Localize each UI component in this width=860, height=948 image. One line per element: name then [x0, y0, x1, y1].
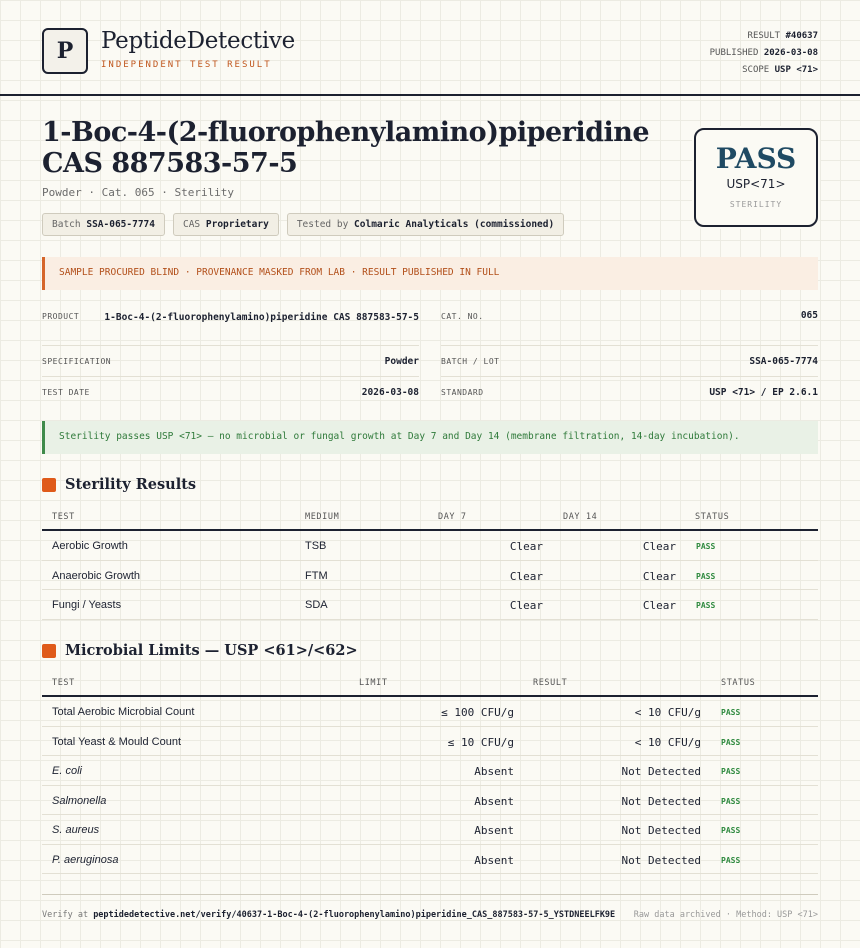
day7-result: Clear — [509, 540, 543, 553]
limit-value: Absent — [474, 794, 514, 808]
batch-chip-label: Batch — [52, 219, 81, 230]
result-value: Not Detected — [621, 765, 701, 778]
day7-result: Clear — [509, 599, 543, 612]
section-title: Microbial Limits — USP <61>/<62> — [65, 642, 358, 659]
info-date-row — [42, 377, 419, 408]
test-name: Total Yeast & Mould Count — [52, 735, 182, 748]
published-date: 2026-03-08 — [763, 48, 818, 58]
test-name: P. aeruginosa — [52, 853, 119, 866]
table-row — [42, 697, 818, 727]
table-row — [42, 756, 818, 786]
blind-notice: SAMPLE PROCURED BLIND · PROVENANCE MASKED FROM LAB · RESULT PUBLISHED IN FULL — [42, 257, 818, 290]
status-badge: PASS — [721, 708, 741, 717]
brand-name[interactable]: PeptideDetective — [101, 28, 295, 54]
status-badge: PASS — [696, 601, 716, 610]
column-header: DAY 14 — [563, 512, 598, 522]
day7-result: Clear — [509, 569, 543, 583]
table-row — [42, 531, 818, 561]
table-row — [42, 815, 818, 845]
verdict-badge — [694, 128, 818, 227]
info-label: STANDARD — [441, 388, 484, 397]
info-spec-row — [42, 346, 419, 377]
result-id: #40637 — [785, 31, 818, 41]
result-value: Not Detected — [621, 853, 701, 867]
verdict-standard: USP<71> — [726, 177, 786, 191]
column-header: TEST — [52, 512, 75, 522]
batch-chip-value: SSA-065-7774 — [86, 219, 155, 230]
cas-chip-label: CAS — [182, 219, 201, 230]
microbial-table — [42, 674, 818, 874]
test-name: Anaerobic Growth — [52, 569, 141, 582]
info-value: USP <71> / EP 2.6.1 — [709, 387, 818, 398]
verdict-word: PASS — [715, 142, 797, 175]
summary-banner: Sterility passes USP <71> — no microbial or fungal growth at Day 7 and Day 14 (membrane filtration, 14-day incubation). — [42, 421, 818, 454]
column-header: LIMIT — [359, 678, 388, 688]
cas-chip-value: Proprietary — [205, 219, 269, 230]
limit-value: Absent — [474, 765, 514, 778]
info-label: SPECIFICATION — [42, 357, 112, 366]
page-header — [0, 0, 860, 96]
section-title: Sterility Results — [65, 476, 197, 493]
batch-chip — [42, 213, 165, 236]
info-value: SSA-065-7774 — [749, 356, 818, 367]
product-chips — [42, 213, 564, 236]
status-badge: PASS — [721, 826, 741, 835]
status-badge: PASS — [721, 737, 741, 747]
info-label: TEST DATE — [42, 388, 90, 397]
product-subline: Powder · Cat. 065 · Sterility — [42, 186, 235, 199]
result-value: Not Detected — [621, 824, 701, 837]
section-marker-icon — [42, 478, 56, 492]
column-header: TEST — [52, 678, 75, 688]
sterility-section-header — [42, 476, 196, 493]
column-header: DAY 7 — [438, 512, 467, 522]
table-row — [42, 845, 818, 875]
table-row — [42, 786, 818, 816]
verify-link[interactable]: peptidedetective.net/verify/40637-1-Boc-4-(2-fluorophenylamino)piperidine_CAS_887583-57-5_YSTDNEELFK9E — [93, 910, 616, 920]
table-header — [42, 508, 818, 531]
medium: SDA — [305, 599, 328, 611]
table-header — [42, 674, 818, 697]
limit-value: Absent — [474, 824, 514, 837]
day14-result: Clear — [642, 569, 676, 583]
footer-divider — [42, 894, 818, 895]
scope-label: SCOPE — [742, 65, 770, 75]
brand-subtitle: INDEPENDENT TEST RESULT — [101, 60, 272, 70]
table-row — [42, 561, 818, 591]
limit-value: ≤ 100 CFU/g — [441, 706, 514, 719]
logo-icon[interactable]: P — [42, 28, 88, 74]
test-name: S. aureus — [52, 824, 100, 836]
section-marker-icon — [42, 644, 56, 658]
medium: TSB — [305, 540, 327, 552]
status-badge: PASS — [696, 571, 716, 581]
cas-chip — [173, 213, 279, 236]
test-name: Aerobic Growth — [52, 540, 128, 552]
status-badge: PASS — [696, 542, 716, 551]
verify-label: Verify at — [42, 910, 89, 920]
status-badge: PASS — [721, 796, 741, 806]
info-value: 065 — [800, 310, 818, 321]
column-header: RESULT — [533, 678, 568, 688]
info-label: PRODUCT — [42, 312, 80, 321]
result-value: < 10 CFU/g — [634, 735, 701, 749]
sterility-table — [42, 508, 818, 620]
info-value: Powder — [384, 356, 419, 367]
limit-value: ≤ 10 CFU/g — [447, 735, 514, 749]
column-header: STATUS — [721, 678, 756, 688]
verdict-category: STERILITY — [729, 200, 783, 209]
page-title: 1-Boc-4-(2-fluorophenylamino)piperidine CAS 887583-57-5 — [42, 117, 650, 179]
tested-chip-value: Colmaric Analyticals (commissioned) — [354, 219, 555, 230]
scope-value: USP <71> — [774, 65, 818, 75]
info-value: 2026-03-08 — [361, 387, 419, 398]
test-name: E. coli — [52, 765, 82, 777]
info-label: CAT. NO. — [441, 312, 484, 321]
table-row — [42, 727, 818, 757]
info-catno-row — [441, 308, 818, 346]
tested-by-chip — [287, 213, 564, 236]
info-value: 1-Boc-4-(2-fluorophenylamino)piperidine CAS 887583-57-5 — [104, 312, 419, 323]
microbial-section-header — [42, 642, 358, 659]
column-header: MEDIUM — [305, 512, 340, 522]
published-label: PUBLISHED — [709, 48, 759, 58]
table-row — [42, 590, 818, 620]
result-label: RESULT — [747, 31, 781, 41]
test-name: Salmonella — [52, 794, 107, 807]
result-value: Not Detected — [621, 794, 701, 808]
status-badge: PASS — [721, 855, 741, 865]
limit-value: Absent — [474, 853, 514, 867]
test-name: Total Aerobic Microbial Count — [52, 706, 195, 718]
test-name: Fungi / Yeasts — [52, 599, 122, 611]
info-standard-row — [441, 377, 818, 408]
status-badge: PASS — [721, 767, 741, 776]
result-value: < 10 CFU/g — [634, 706, 701, 719]
result-meta — [710, 28, 818, 79]
verify-note — [42, 910, 615, 920]
archive-note: Raw data archived · Method: USP <71> — [633, 910, 818, 920]
column-header: STATUS — [695, 512, 730, 522]
info-label: BATCH / LOT — [441, 357, 500, 366]
info-batch-row — [441, 346, 818, 377]
day14-result: Clear — [642, 540, 676, 553]
info-product-row — [42, 308, 419, 346]
tested-chip-label: Tested by — [296, 219, 349, 230]
day14-result: Clear — [642, 599, 676, 612]
medium: FTM — [305, 569, 328, 582]
